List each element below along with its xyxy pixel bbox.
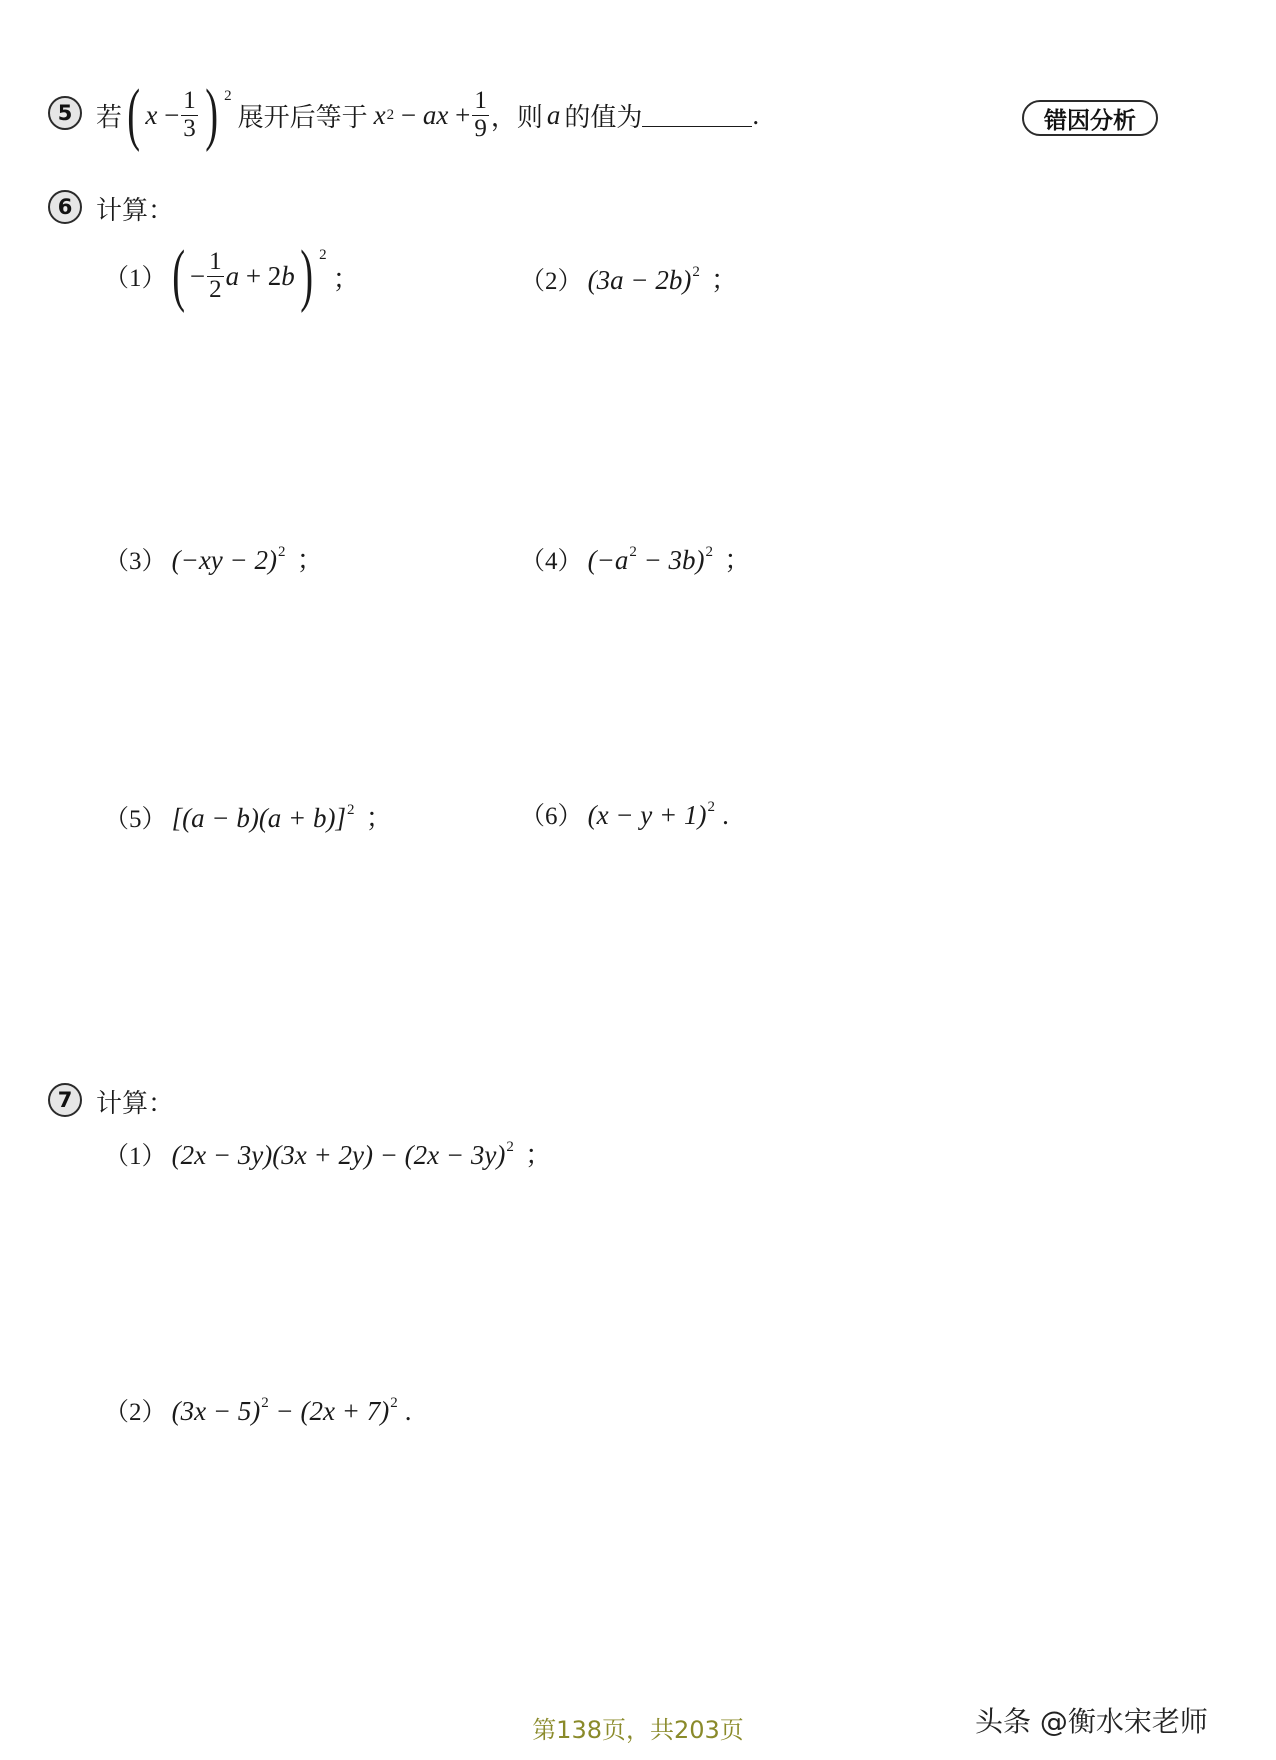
q6-1-left-paren: (: [171, 237, 185, 314]
q6-6-end: .: [722, 800, 729, 830]
page-number-footer: 第138页，共203页: [532, 1716, 744, 1744]
q6-5-exp: 2: [347, 802, 355, 818]
q7-1-end: ；: [524, 1140, 552, 1170]
question-5-number: 5: [48, 96, 82, 130]
q5-var-a: a: [546, 99, 561, 130]
q5-rhs-frac-num: 1: [474, 87, 487, 115]
q6-1-frac-num: 1: [209, 248, 222, 276]
q6-item-3: [104, 538, 324, 577]
q6-2-end: ；: [710, 265, 738, 295]
watermark-text: 头条 @衡水宋老师: [975, 1705, 1208, 1738]
q5-rhs-frac-den: 9: [474, 114, 487, 142]
q7-item-2-expression: [172, 1396, 398, 1426]
q6-item-1: [104, 236, 360, 316]
q7-1-expr: (2x − 3y)(3x + 2y) − (2x − 3y): [171, 1140, 506, 1170]
q6-item-2: [520, 258, 738, 297]
q6-3-end: ；: [296, 545, 324, 575]
q6-1-frac-den: 2: [209, 275, 222, 303]
q6-item-2-expression: [588, 265, 700, 295]
question-6-number: 6: [48, 190, 82, 224]
q6-item-1-expression: ( − $\frac{1}{2}$ a + 2 b ) $^2$: [171, 237, 327, 314]
q6-5-end: ；: [365, 803, 393, 833]
q7-item-2-label: （2）: [104, 1399, 167, 1426]
q5-frac-den: 3: [183, 114, 196, 142]
q6-item-2-label: （2）: [520, 268, 583, 295]
q5-period: .: [752, 99, 760, 130]
q6-item-1-label: （1）: [104, 265, 167, 292]
q5-rhs-fraction: [472, 88, 489, 142]
question-5-text: [96, 72, 759, 158]
q5-right-paren: ): [205, 76, 218, 153]
q7-2-exp-a: 2: [261, 1395, 269, 1411]
question-7-title: 计算：: [96, 1089, 175, 1119]
q5-answer-blank[interactable]: [642, 104, 752, 127]
q7-item-1: [104, 1133, 552, 1172]
q6-item-5-label: （5）: [104, 806, 167, 833]
q6-3-exp: 2: [278, 544, 286, 560]
q6-2-expr: (3a − 2b): [587, 265, 692, 295]
q6-6-exp: 2: [707, 799, 715, 815]
q6-1-fraction: [207, 249, 224, 303]
q6-item-5: [104, 796, 393, 835]
q6-4-end: ；: [724, 545, 752, 575]
q5-mid-text: 展开后等于: [237, 102, 368, 133]
q6-1-right-paren: ): [300, 237, 313, 314]
q6-3-expr: (−xy − 2): [171, 545, 277, 575]
q6-4-inner-exp: 2: [629, 544, 637, 560]
question-6-title: 计算：: [96, 196, 175, 226]
q6-4-expr-b: − 3b): [636, 545, 705, 575]
q5-rhs-expression: x 2 − ax + $\frac{1}{9}$: [373, 87, 487, 142]
error-analysis-badge: 错因分析: [1022, 100, 1158, 136]
question-7-number: 7: [48, 1083, 82, 1117]
q6-item-3-label: （3）: [104, 548, 167, 575]
q6-1-end: ；: [332, 263, 360, 294]
q7-2-end: .: [404, 1396, 412, 1426]
q5-frac-num: 1: [183, 87, 196, 115]
q6-item-5-expression: [172, 803, 355, 833]
q6-item-6: [520, 796, 729, 832]
q6-6-expr: (x − y + 1): [587, 800, 707, 830]
q7-item-1-expression: [172, 1140, 514, 1170]
q6-2-exp: 2: [692, 264, 700, 280]
q5-tail-text: ，则: [490, 102, 543, 133]
q5-fraction: [181, 88, 198, 142]
q7-2-expr-a: (3x − 5): [171, 1396, 261, 1426]
q6-4-exp: 2: [705, 544, 714, 560]
q7-item-2: [104, 1392, 412, 1428]
q6-item-4: [520, 538, 751, 577]
q7-item-1-label: （1）: [104, 1143, 167, 1170]
q5-tail-text2: 的值为: [564, 102, 643, 133]
q5-left-paren: (: [127, 76, 141, 153]
q5-outer-exp: 2: [224, 88, 232, 104]
q6-item-6-label: （6）: [520, 803, 583, 830]
q6-item-4-expression: [588, 545, 713, 575]
q7-2-expr-b: − (2x + 7): [268, 1396, 390, 1426]
q7-1-exp: 2: [506, 1139, 514, 1155]
q7-2-exp-b: 2: [390, 1395, 398, 1411]
q6-item-6-expression: [588, 800, 715, 830]
q6-5-expr: [(a − b)(a + b)]: [171, 803, 347, 833]
q5-lhs-expression: ( x − $\frac{1}{3}$ ) $^2$: [127, 76, 232, 153]
q6-1-exp: 2: [319, 247, 327, 263]
q6-4-expr-a: (−a: [587, 545, 629, 575]
q5-prefix: 若: [96, 102, 123, 133]
q6-item-3-expression: [172, 545, 286, 575]
q6-item-4-label: （4）: [520, 548, 583, 575]
